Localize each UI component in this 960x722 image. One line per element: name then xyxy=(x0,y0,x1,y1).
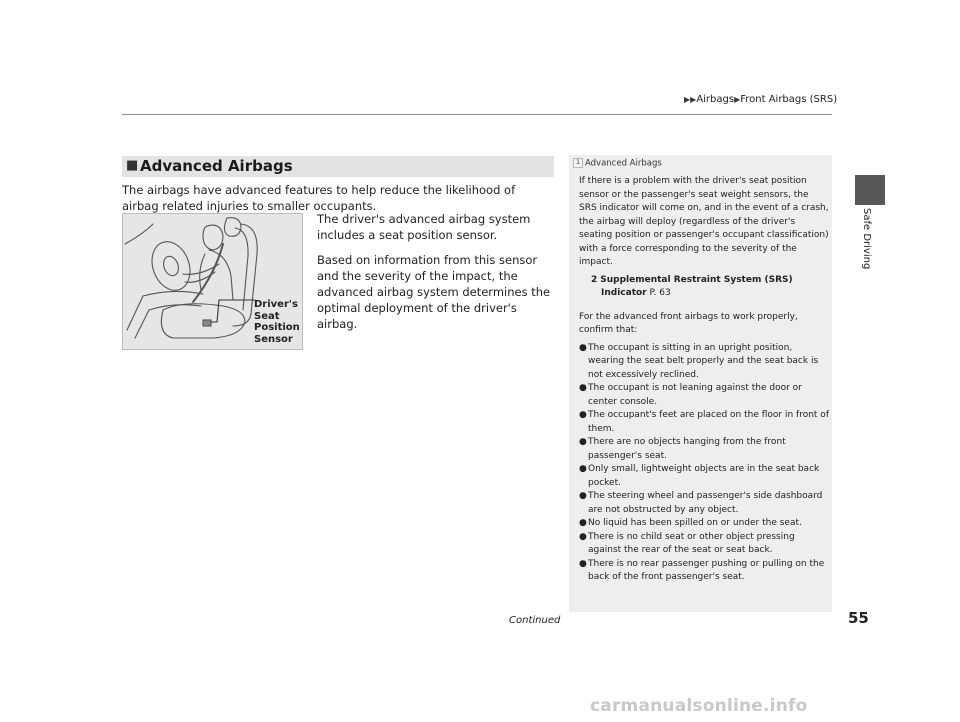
list-item: ● There are no objects hanging from the front passenger's seat. xyxy=(579,437,786,461)
breadcrumb-item[interactable]: Airbags xyxy=(696,94,735,105)
note-paragraph: For the advanced front airbags to work properly, confirm that: xyxy=(579,311,798,335)
breadcrumb-arrow-icon: ▶ xyxy=(734,95,741,104)
list-item: ● No liquid has been spilled on or under the seat. xyxy=(579,517,829,531)
bullet-icon: ● xyxy=(579,464,587,474)
bullet-icon: ● xyxy=(579,558,587,569)
cross-reference-link[interactable] xyxy=(579,274,829,301)
chapter-tab-marker xyxy=(855,175,885,205)
breadcrumb xyxy=(684,94,837,105)
list-item: ● There is no child seat or other object pressing against the rear of the seat or seat back. xyxy=(579,531,795,555)
body-paragraph: Based on information from this sensor and the severity of the impact, the advanced airbag system determines the optimal deployment of the driver's airbag. xyxy=(317,253,551,331)
chapter-tab-label: Safe Driving xyxy=(861,208,872,270)
seat-position-sensor-label: Driver's Seat Position Sensor xyxy=(254,299,300,345)
note-heading: 1 Advanced Airbags xyxy=(573,158,662,169)
cross-reference-arrow-icon: 2 xyxy=(591,274,598,285)
bullet-icon: ● xyxy=(579,342,587,353)
checklist xyxy=(579,342,829,585)
list-item: ● The occupant is not leaning against the door or center console. xyxy=(579,383,802,407)
section-title: Advanced Airbags xyxy=(140,157,293,175)
header-rule xyxy=(122,114,832,115)
continued-label: Continued xyxy=(509,615,561,626)
bullet-icon: ● xyxy=(579,437,587,447)
note-paragraph: If there is a problem with the driver's seat position sensor or the passenger's seat weight sensors, the SRS indicator will come on, and in the event of a crash, the airbag will deploy (regardless of the driver's seating position or passenger's occupant classification) with a force corresponding to the severity of the impact. xyxy=(579,176,829,267)
list-item: ● The occupant's feet are placed on the floor in front of them. xyxy=(579,410,829,434)
bullet-icon: ● xyxy=(579,531,587,542)
intro-text: The airbags have advanced features to help reduce the likelihood of airbag related injuries to smaller occupants. xyxy=(122,183,516,213)
section-body xyxy=(317,211,557,341)
watermark: carmanualsonline.info xyxy=(590,696,808,716)
bullet-icon: ● xyxy=(579,491,587,501)
list-item: ● The steering wheel and passenger's side dashboard are not obstructed by any object. xyxy=(579,491,823,515)
note-body xyxy=(579,175,829,585)
body-paragraph: The driver's advanced airbag system includes a seat position sensor. xyxy=(317,212,531,242)
list-item: ● Only small, lightweight objects are in the seat back pocket. xyxy=(579,464,820,488)
cross-reference-page: P. 63 xyxy=(649,288,671,298)
page-number: 55 xyxy=(848,609,869,627)
breadcrumb-arrow-icon: ▶▶ xyxy=(684,95,697,104)
list-item: ● The occupant is sitting in an upright position, wearing the seat belt properly and the seat back is not excessively reclined. xyxy=(579,342,819,380)
bullet-icon: ● xyxy=(579,518,587,528)
note-panel xyxy=(569,155,832,612)
list-item: ● There is no rear passenger pushing or pulling on the back of the front passenger's seat. xyxy=(579,558,825,582)
bullet-icon: ● xyxy=(579,383,587,393)
cross-reference-title: Supplemental Restraint System (SRS) Indicator xyxy=(600,274,793,298)
section-heading xyxy=(122,156,554,177)
section-square-icon: ■ xyxy=(126,158,139,173)
note-number-icon: 1 xyxy=(573,158,583,168)
breadcrumb-item[interactable]: Front Airbags (SRS) xyxy=(740,94,838,105)
bullet-icon: ● xyxy=(579,410,587,420)
